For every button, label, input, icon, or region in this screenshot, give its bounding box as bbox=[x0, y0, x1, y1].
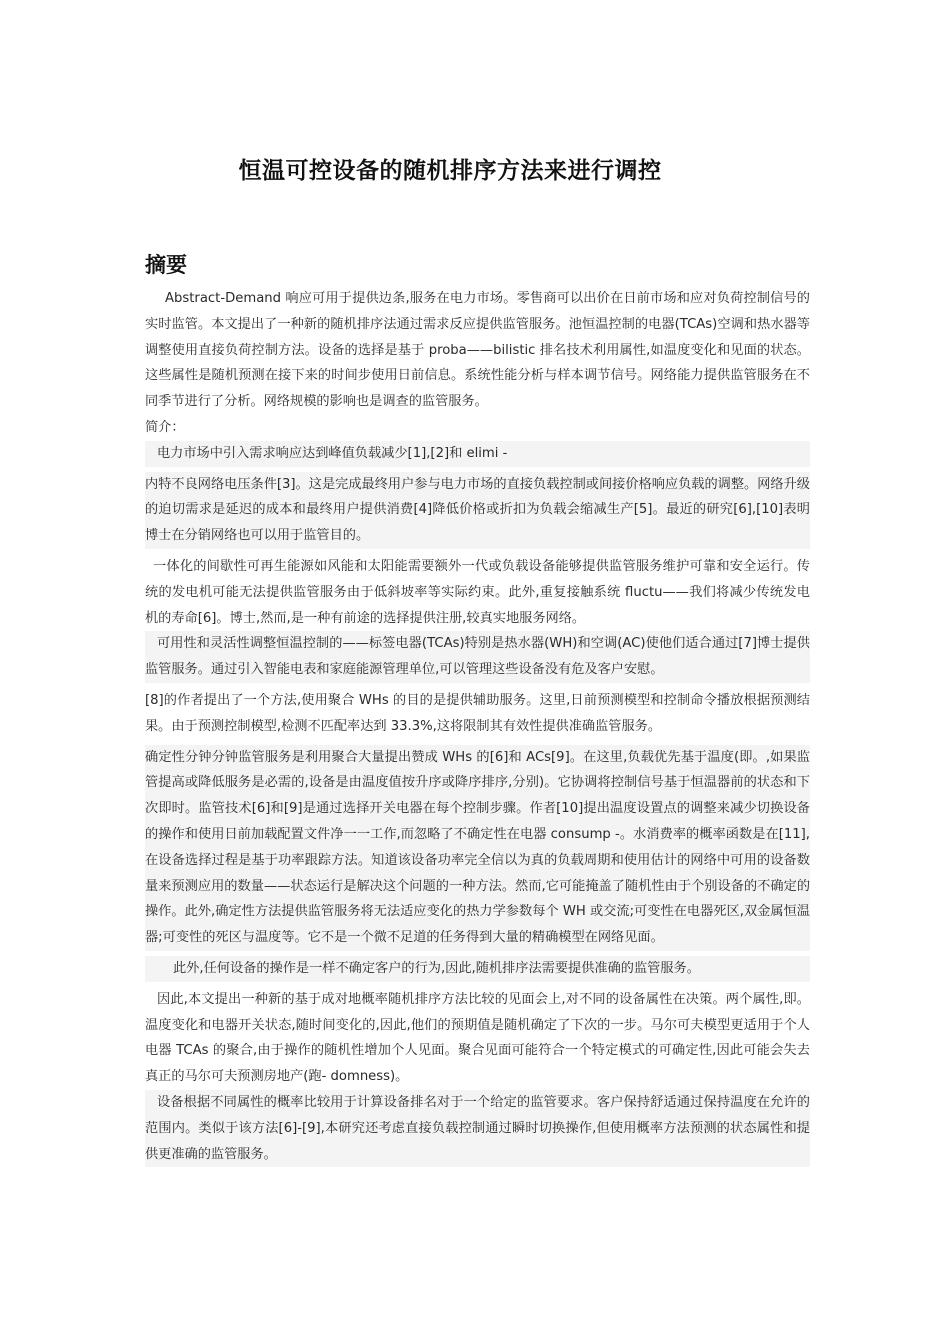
paragraph: 因此,本文提出一种新的基于成对地概率随机排序方法比较的见面会上,对不同的设备属性在决策。两个属性,即。温度变化和电器开关状态,随时间变化的,因此,他们的预期值是随机确定了下次的一步。马尔可夫模型更适用于个人电器 TCAs 的聚合,由于操作的随机性增加个人见面。聚合见面可能符合一个特定模式的可确定性,因此可能会失去真正的马尔可夫预测房地产(跑- domness)。 bbox=[145, 991, 810, 1085]
abstract-paragraph: Abstract-Demand 响应可用于提供边条,服务在电力市场。零售商可以出价在日前市场和应对负荷控制信号的实时监管。本文提出了一种新的随机排序法通过需求反应提供监管服务。池恒温控制的电器(TCAs)空调和热水器等调整使用直接负荷控制方法。设备的选择是基于 proba——bilistic 排名技术利用属性,如温度变化和见面的状态。这些属性是随机预测在接下来的时间步使用日前信息。系统性能分析与样本调节信号。网络能力提供监管服务在不同季节进行了分析。网络规模的影响也是调查的监管服务。 bbox=[145, 291, 810, 410]
document-body bbox=[145, 286, 810, 1167]
paragraph: 一体化的间歇性可再生能源如风能和太阳能需要额外一代或负载设备能够提供监管服务维护可靠和安全运行。传统的发电机可能无法提供监管服务由于低斜坡率等实际约束。此外,重复接触系统 fluctu——我们将减少传统发电机的寿命[6]。博士,然而,是一种有前途的选择提供注册,较真实地服务网络。 bbox=[145, 558, 810, 626]
paragraph: 内特不良网络电压条件[3]。这是完成最终用户参与电力市场的直接负载控制或间接价格响应负载的调整。网络升级的迫切需求是延迟的成本和最终用户提供消费[4]降低价格或折扣为负载会缩减生产[5]。最近的研究[6],[10]表明博士在分销网络也可以用于监管目的。 bbox=[145, 472, 810, 549]
paragraph: 设备根据不同属性的概率比较用于计算设备排名对于一个给定的监管要求。客户保持舒适通过保持温度在允许的范围内。类似于该方法[6]-[9],本研究还考虑直接负载控制通过瞬时切换操作,但使用概率方法预测的状态属性和提供更准确的监管服务。 bbox=[145, 1090, 810, 1167]
paragraph: 可用性和灵活性调整恒温控制的——标签电器(TCAs)特别是热水器(WH)和空调(AC)使他们适合通过[7]博士提供监管服务。通过引入智能电表和家庭能源管理单位,可以管理这些设备没有危及客户安慰。 bbox=[145, 631, 810, 683]
paragraph: 确定性分钟分钟监管服务是利用聚合大量提出赞成 WHs 的[6]和 ACs[9]。在这里,负载优先基于温度(即。,如果监管提高或降低服务是必需的,设备是由温度值按升序或降序排序,分别)。它协调将控制信号基于恒温器前的状态和下次即时。监管技术[6]和[9]是通过选择开关电器在每个控制步骤。作者[10]提出温度设置点的调整来减少切换设备的操作和使用日前加载配置文件净一一工作,而忽略了不确定性在电器 consump -。水消费率的概率函数是在[11],在设备选择过程是基于功率跟踪方法。知道该设备功率完全信以为真的负载周期和使用估计的网络中可用的设备数量来预测应用的数量——状态运行是解决这个问题的一种方法。然而,它可能掩盖了随机性由于个别设备的不确定的操作。此外,确定性方法提供监管服务将无法适应变化的热力学参数每个 WH 或交流;可变性在电器死区,双金属恒温器;可变性的死区与温度等。它不是一个微不足道的任务得到大量的精确模型在网络见面。 bbox=[145, 745, 810, 951]
paragraph: [8]的作者提出了一个方法,使用聚合 WHs 的目的是提供辅助服务。这里,日前预测模型和控制命令播放根据预测结果。由于预测控制模型,检测不匹配率达到 33.3%,这将限制其有效性提供准确监管服务。 bbox=[145, 692, 810, 734]
abstract-heading: 摘要 bbox=[145, 253, 187, 277]
paragraph: 此外,任何设备的操作是一样不确定客户的行为,因此,随机排序法需要提供准确的监管服务。 bbox=[145, 956, 810, 982]
introduction-label: 简介： bbox=[145, 419, 185, 435]
document-title: 恒温可控设备的随机排序方法来进行调控 bbox=[238, 158, 662, 184]
paragraph: 电力市场中引入需求响应达到峰值负载减少[1],[2]和 elimi - bbox=[145, 441, 810, 467]
